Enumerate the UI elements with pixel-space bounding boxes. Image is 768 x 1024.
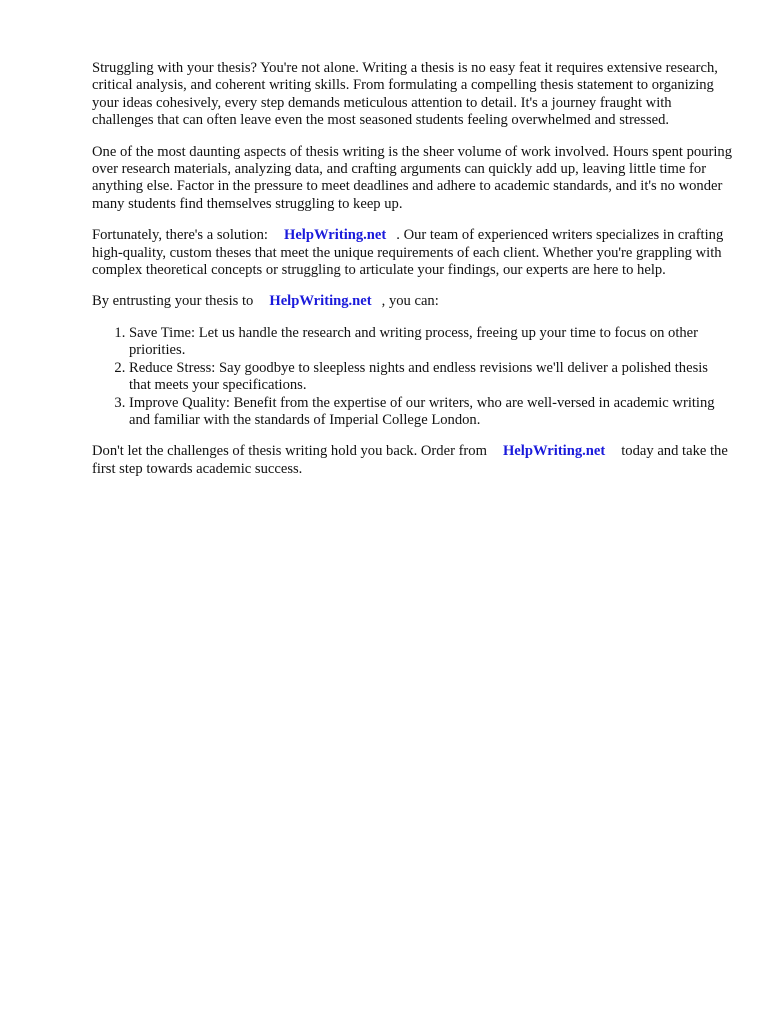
workload-paragraph: One of the most daunting aspects of thesis writing is the sheer volume of work involved. Hours spent pouring over research materials, analyzing data, and crafting arguments can quickly add up, leaving little time for anything else. Factor in the pressure to meet deadlines and adhere to academic standards, and it's no wonder many students find themselves struggling to keep up. (92, 143, 732, 212)
solution-text-after: . Our team of experienced writers specializes in crafting high-quality, custom theses that meet the unique requirements of each client. Whether you're grappling with complex theoretical concepts or struggling to articulate your findings, our experts are here to help. (92, 227, 724, 279)
benefits-list (92, 325, 732, 429)
entrust-text-before: By entrusting your thesis to (92, 293, 254, 310)
helpwriting-link-2[interactable]: HelpWriting.net (269, 293, 372, 310)
intro-paragraph: Struggling with your thesis? You're not alone. Writing a thesis is no easy feat it requires extensive research, critical analysis, and coherent writing skills. From formulating a compelling thesis statement to organizing your ideas cohesively, every step demands meticulous attention to detail. It's a journey fraught with challenges that can often leave even the most seasoned students feeling overwhelmed and stressed. (92, 60, 718, 129)
closing-paragraph (92, 443, 732, 478)
helpwriting-link-3[interactable]: HelpWriting.net (502, 443, 606, 460)
document-body (92, 60, 732, 492)
list-item-save-time: 1. Save Time: Let us handle the research and writing process, freeing up your time to focus on other priorities. (129, 325, 732, 360)
entrust-paragraph (92, 293, 732, 310)
list-item-improve-quality: 3. Improve Quality: Benefit from the expertise of our writers, who are well-versed in academic writing and familiar with the standards of Imperial College London. (129, 395, 732, 430)
closing-text-before: Don't let the challenges of thesis writing hold you back. Order from (92, 443, 487, 460)
entrust-text-after: , you can: (381, 293, 439, 310)
solution-text-before: Fortunately, there's a solution: (92, 227, 268, 244)
list-item-reduce-stress: 2. Reduce Stress: Say goodbye to sleepless nights and endless revisions we'll deliver a polished thesis that meets your specifications. (129, 360, 732, 395)
closing-text-after: today and take the first step towards academic success. (92, 443, 728, 477)
helpwriting-link-1[interactable]: HelpWriting.net (283, 227, 387, 244)
solution-paragraph (92, 227, 732, 279)
